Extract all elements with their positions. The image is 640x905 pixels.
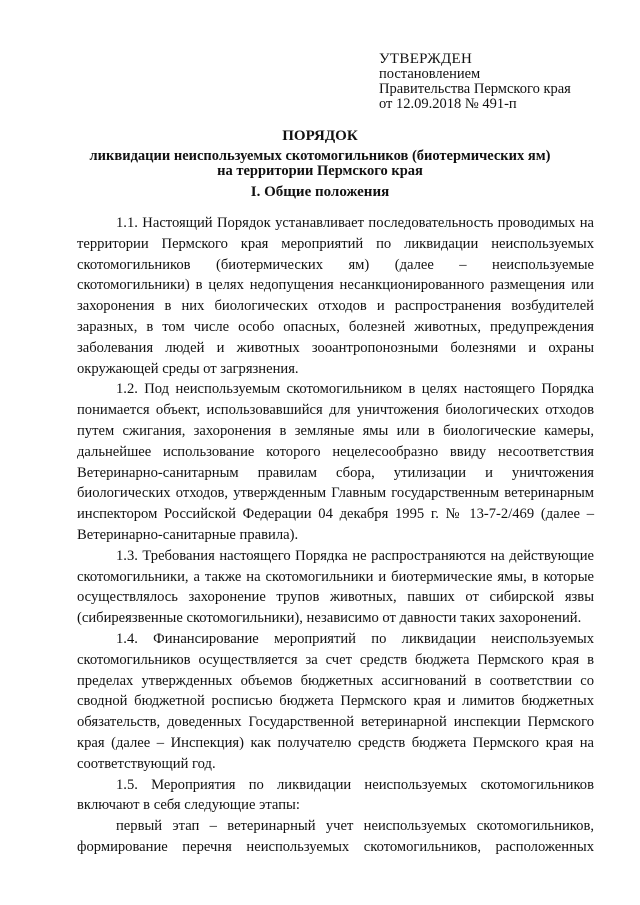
approval-stamp	[379, 52, 619, 112]
approved-label: УТВЕРЖДЕН	[379, 51, 473, 67]
date-number-label: от 12.09.2018 № 491-п	[379, 96, 517, 112]
paragraph-1-1: 1.1. Настоящий Порядок устанавливает последовательность проводимых на территории Пермского края мероприятий по ликвидации неиспользуемых скотомогильников (биотермических ям) (далее – неиспользуемые скотомогильники) в целях недопущения несанкционированного размещения или захоронения в них биологических отходов и распространения возбудителей заразных, в том числе особо опасных, болезней животных, предупреждения заболевания людей и животных зооантропонозными болезнями и охраны окружающей среды от загрязнения.	[77, 215, 594, 377]
document-title: ПОРЯДОК	[282, 128, 358, 144]
paragraph-1-2: 1.2. Под неиспользуемым скотомогильником в целях настоящего Порядка понимается объект, использовавшийся для уничтожения биологических отходов путем сжигания, захоронения в земляные ямы или в биологические камеры, дальнейшее использование которого нецелесообразно ввиду несоответствия Ветеринарно-санитарным правилам сбора, утилизации и уничтожения биологических отходов, утвержденным Главным государственным ветеринарным инспектором Российской Федерации 04 декабря 1995 г. № 13-7-2/469 (далее – Ветеринарно-санитарные правила).	[77, 381, 594, 543]
paragraph-1-3: 1.3. Требования настоящего Порядка не распространяются на действующие скотомогильники, а также на скотомогильники и биотермические ямы, в которые осуществлялось захоронение трупов животных, павших от сибирской язвы (сибиреязвенные скотомогильники), независимо от давности таких захоронений.	[77, 547, 594, 627]
government-label: Правительства Пермского края	[379, 81, 571, 97]
paragraph-1-5: 1.5. Мероприятия по ликвидации неиспользуемых скотомогильников включают в себя следующие этапы:	[77, 776, 594, 814]
section-heading: I. Общие положения	[250, 184, 390, 200]
document-subtitle	[0, 149, 640, 179]
subtitle-line-1: ликвидации неиспользуемых скотомогильников (биотермических ям)	[89, 148, 551, 164]
paragraph-1-4: 1.4. Финансирование мероприятий по ликвидации неиспользуемых скотомогильников осуществляется за счет средств бюджета Пермского края в пределах утвержденных объемов бюджетных ассигнований в соответствии со сводной бюджетной росписью бюджета Пермского края и лимитов бюджетных обязательств, доведенных Государственной ветеринарной инспекции Пермского края (далее – Инспекция) как получателю средств бюджета Пермского края на соответствующий год.	[77, 630, 594, 772]
document-body	[77, 213, 594, 858]
resolution-label: постановлением	[379, 66, 481, 82]
paragraph-stage-1: первый этап – ветеринарный учет неиспользуемых скотомогильников, формирование перечня неиспользуемых скотомогильников, расположенных	[77, 818, 594, 855]
subtitle-line-2: на территории Пермского края	[217, 163, 423, 179]
